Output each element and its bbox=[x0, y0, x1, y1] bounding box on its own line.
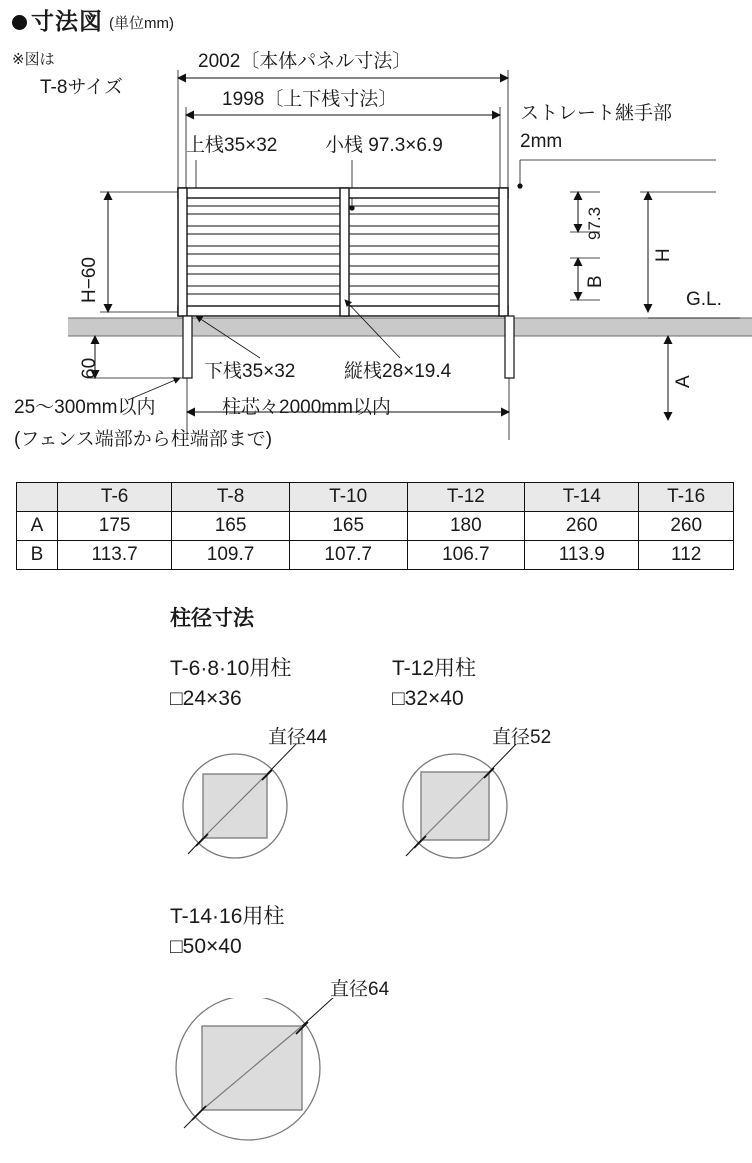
note-line-2: T-8サイズ bbox=[40, 77, 123, 98]
label-post-pitch: 柱芯々2000mm以内 bbox=[222, 397, 391, 418]
table-col-t8: T-8 bbox=[172, 483, 290, 512]
cell-b-t14: 113.9 bbox=[525, 541, 639, 570]
table-col-t12: T-12 bbox=[407, 483, 525, 512]
row-head-b: B bbox=[17, 541, 58, 570]
label-edge-note: (フェンス端部から柱端部まで) bbox=[14, 429, 273, 450]
table-col-t6: T-6 bbox=[58, 483, 172, 512]
fence-elevation-drawing bbox=[0, 0, 752, 470]
label-upper-rail: 上桟35×32 bbox=[186, 135, 278, 156]
cell-b-t12: 106.7 bbox=[407, 541, 525, 570]
table-col-t10: T-10 bbox=[289, 483, 407, 512]
title-unit-label: (単位mm) bbox=[109, 15, 174, 32]
cell-a-t6: 175 bbox=[58, 512, 172, 541]
label-joint-1: ストレート継手部 bbox=[520, 103, 673, 124]
label-joint-2: 2mm bbox=[520, 131, 563, 152]
label-ground-line: G.L. bbox=[686, 289, 722, 310]
table-col-t16: T-16 bbox=[639, 483, 734, 512]
table-row bbox=[17, 541, 734, 570]
table-row bbox=[17, 512, 734, 541]
post-3-diameter-label: 直径64 bbox=[330, 979, 390, 1000]
label-H: H bbox=[653, 248, 674, 262]
post-3-section-drawing bbox=[160, 998, 450, 1148]
table-header-row bbox=[17, 483, 734, 512]
label-B: B bbox=[585, 275, 606, 288]
post-section-title: 柱径寸法 bbox=[170, 607, 254, 630]
label-edge-range: 25〜300mm以内 bbox=[14, 397, 156, 418]
cell-b-t16: 112 bbox=[639, 541, 734, 570]
post-2-svg bbox=[390, 744, 590, 874]
dim-rail-total: 1998〔上下桟寸法〕 bbox=[222, 89, 398, 110]
cell-b-t6: 113.7 bbox=[58, 541, 172, 570]
label-A: A bbox=[673, 375, 694, 388]
post-2-diameter-label: 直径52 bbox=[492, 727, 552, 748]
cell-a-t8: 165 bbox=[172, 512, 290, 541]
post-1-diameter-label: 直径44 bbox=[268, 727, 328, 748]
table-corner-cell bbox=[17, 483, 58, 512]
spec-table bbox=[16, 482, 734, 570]
label-h-minus-60: H−60 bbox=[79, 257, 100, 303]
cell-a-t10: 165 bbox=[289, 512, 407, 541]
label-small-rail: 小桟 97.3×6.9 bbox=[325, 135, 443, 156]
post-2-name: T-12用柱 bbox=[392, 657, 477, 680]
cell-b-t8: 109.7 bbox=[172, 541, 290, 570]
cell-a-t14: 260 bbox=[525, 512, 639, 541]
post-1-svg bbox=[170, 744, 370, 874]
note-line-1: ※図は bbox=[12, 51, 55, 68]
post-1-size: □24×36 bbox=[170, 687, 242, 710]
cell-b-t10: 107.7 bbox=[289, 541, 407, 570]
post-1-name: T-6·8·10用柱 bbox=[170, 657, 292, 680]
label-60: 60 bbox=[79, 357, 100, 379]
dim-panel-total: 2002〔本体パネル寸法〕 bbox=[198, 51, 412, 72]
cell-a-t16: 260 bbox=[639, 512, 734, 541]
label-lower-rail: 下桟35×32 bbox=[204, 361, 296, 382]
post-3-name: T-14·16用柱 bbox=[170, 905, 285, 928]
label-97-3: 97.3 bbox=[585, 206, 604, 240]
row-head-a: A bbox=[17, 512, 58, 541]
post-2-section-drawing bbox=[390, 744, 590, 874]
label-vertical-rail: 縦桟28×19.4 bbox=[344, 361, 452, 382]
title-label: 寸法図 bbox=[31, 8, 103, 34]
post-1-section-drawing bbox=[170, 744, 370, 874]
cell-a-t12: 180 bbox=[407, 512, 525, 541]
post-2-size: □32×40 bbox=[392, 687, 464, 710]
post-3-size: □50×40 bbox=[170, 935, 242, 958]
post-3-svg bbox=[160, 998, 450, 1148]
table-col-t14: T-14 bbox=[525, 483, 639, 512]
